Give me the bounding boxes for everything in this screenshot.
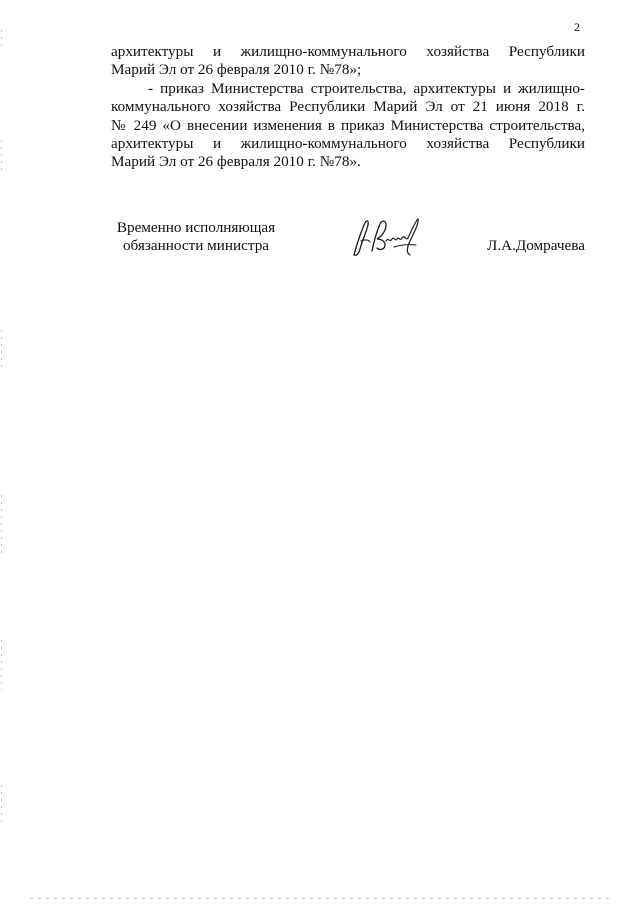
body-line: - приказ Министерства строительства, архитектуры и жилищно- (148, 79, 585, 97)
body-line: Марий Эл от 26 февраля 2010 г. №78»; (111, 61, 362, 79)
scan-artifact (1, 30, 2, 50)
page-number: 2 (574, 20, 580, 34)
signature-block (111, 219, 585, 269)
signer-position-line: обязанности министра (122, 237, 270, 255)
body-line: архитектуры и жилищно-коммунального хозяйства Республики (111, 43, 585, 60)
body-line: архитектуры и жилищно-коммунального хозяйства Республики (111, 135, 585, 153)
body-line: № 249 «О внесении изменения в приказ Министерства строительства, (111, 116, 585, 134)
scan-artifact (1, 330, 2, 370)
scan-artifact (30, 898, 610, 899)
scan-artifact (1, 785, 2, 825)
signer-position-line: Временно исполняющая (116, 219, 276, 236)
body-line: коммунального хозяйства Республики Марий Эл от 21 июня 2018 г. (111, 98, 585, 116)
scan-artifact (1, 495, 2, 555)
scan-artifact (1, 140, 2, 170)
body-text (111, 43, 585, 172)
signer-position (111, 219, 281, 256)
body-line: Марий Эл от 26 февраля 2010 г. №78». (111, 153, 361, 171)
scan-artifact (1, 640, 2, 690)
handwritten-signature (344, 211, 424, 261)
signer-name: Л.А.Домрачева (487, 237, 585, 254)
